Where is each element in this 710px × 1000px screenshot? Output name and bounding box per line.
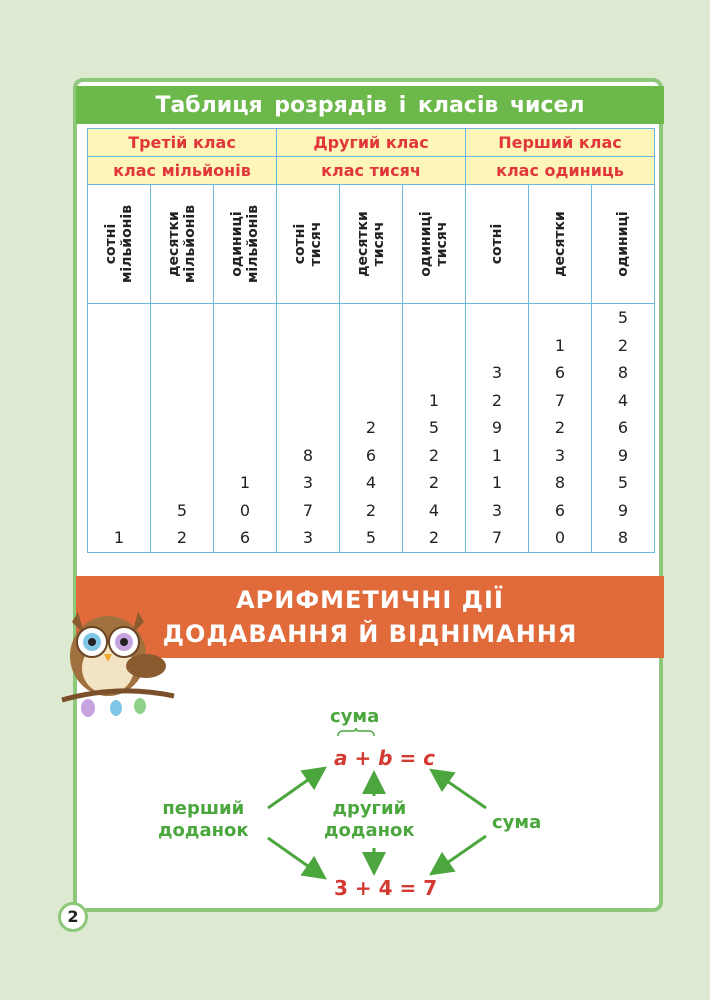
- digit-cell: 7: [302, 500, 314, 520]
- digit-cell: 4: [365, 473, 377, 492]
- column-header: [88, 185, 151, 304]
- digit-cell: 1: [428, 390, 440, 410]
- digit-column: [214, 304, 277, 553]
- number-formula: 3 + 4 = 7: [334, 876, 438, 900]
- second-addend-label: другий доданок: [324, 798, 415, 841]
- digit-cell: 1: [239, 473, 251, 492]
- digit-cell: 1: [491, 473, 503, 492]
- digit-cell: 1: [113, 528, 125, 547]
- digit-cell: 5: [176, 500, 188, 520]
- class-heading-second: Другий клас: [277, 129, 466, 157]
- digit-cell: 9: [491, 418, 503, 437]
- column-header-label: десятки мільйонів: [166, 204, 198, 284]
- digit-cell: 4: [428, 500, 440, 520]
- digit-column: [466, 304, 529, 553]
- column-header-label: десятки тисяч: [355, 211, 387, 277]
- digit-cell: 2: [365, 500, 377, 520]
- digit-cell: 5: [617, 473, 629, 492]
- table-title-banner: Таблиця розрядів і класів чисел: [76, 86, 664, 124]
- digit-cell: 8: [554, 473, 566, 492]
- digit-cell: 3: [302, 528, 314, 547]
- digit-cell: 1: [491, 445, 503, 465]
- column-header: [340, 185, 403, 304]
- digit-cell: 4: [617, 390, 629, 410]
- digit-cell: 3: [302, 473, 314, 492]
- digit-cell: 3: [491, 500, 503, 520]
- digit-cell: 9: [617, 445, 629, 465]
- digit-cell: 9: [617, 500, 629, 520]
- digit-column: [277, 304, 340, 553]
- sum-label-top: сума: [330, 706, 380, 727]
- digit-cell: 2: [554, 418, 566, 437]
- column-header: [151, 185, 214, 304]
- digit-cell: 3: [491, 363, 503, 382]
- digit-cell: 5: [365, 528, 377, 547]
- digit-column: [529, 304, 592, 553]
- digit-column: [403, 304, 466, 553]
- column-header: [466, 185, 529, 304]
- digit-cell: 8: [617, 363, 629, 382]
- column-header-label: одиниці: [615, 211, 631, 277]
- column-header: [403, 185, 466, 304]
- column-header-label: одиниці мільйонів: [229, 204, 261, 284]
- digit-cell: 2: [491, 390, 503, 410]
- class-name-thousands: клас тисяч: [277, 157, 466, 185]
- digit-cell: 0: [239, 500, 251, 520]
- digit-cell: 2: [428, 473, 440, 492]
- digit-column: [340, 304, 403, 553]
- column-header-label: одиниці тисяч: [418, 211, 450, 277]
- column-header: [277, 185, 340, 304]
- digit-cell: 6: [554, 500, 566, 520]
- digit-cell: 1: [554, 335, 566, 355]
- column-header-label: сотні: [489, 223, 505, 265]
- digit-cell: 5: [428, 418, 440, 437]
- digit-cell: 2: [365, 418, 377, 437]
- digit-cell: 7: [491, 528, 503, 547]
- digit-cell: 2: [428, 445, 440, 465]
- digit-column: [88, 304, 151, 553]
- section-title-line1: АРИФМЕТИЧНІ ДІЇ: [236, 586, 504, 614]
- column-header: [214, 185, 277, 304]
- class-heading-first: Перший клас: [466, 129, 655, 157]
- digit-cell: 0: [554, 528, 566, 547]
- class-name-millions: клас мільйонів: [88, 157, 277, 185]
- column-header: [529, 185, 592, 304]
- owl-illustration: [58, 604, 178, 724]
- column-header-label: десятки: [552, 211, 568, 277]
- class-heading-third: Третій клас: [88, 129, 277, 157]
- letter-formula: a + b = c: [334, 746, 436, 770]
- class-name-units: клас одиниць: [466, 157, 655, 185]
- digit-cell: 6: [239, 528, 251, 547]
- column-header-label: сотні тисяч: [292, 221, 324, 267]
- digit-cell: 6: [617, 418, 629, 437]
- digit-cell: 2: [428, 528, 440, 547]
- digit-column: [592, 304, 655, 553]
- digit-cell: 3: [554, 445, 566, 465]
- page-number: 2: [58, 902, 88, 932]
- place-value-table: [87, 128, 655, 553]
- digit-cell: 8: [302, 445, 314, 465]
- digit-cell: 5: [617, 308, 629, 327]
- section-title-line2: ДОДАВАННЯ Й ВІДНІМАННЯ: [162, 620, 578, 648]
- digit-cell: 7: [554, 390, 566, 410]
- first-addend-label: перший доданок: [158, 798, 249, 841]
- digit-column: [151, 304, 214, 553]
- column-header: [592, 185, 655, 304]
- digit-cell: 2: [617, 335, 629, 355]
- column-header-label: сотні мільйонів: [103, 204, 135, 284]
- digit-cell: 6: [365, 445, 377, 465]
- digit-cell: 6: [554, 363, 566, 382]
- digit-cell: 2: [176, 528, 188, 547]
- sum-label-right: сума: [492, 812, 542, 833]
- brace-icon: [336, 728, 376, 738]
- digit-cell: 8: [617, 528, 629, 547]
